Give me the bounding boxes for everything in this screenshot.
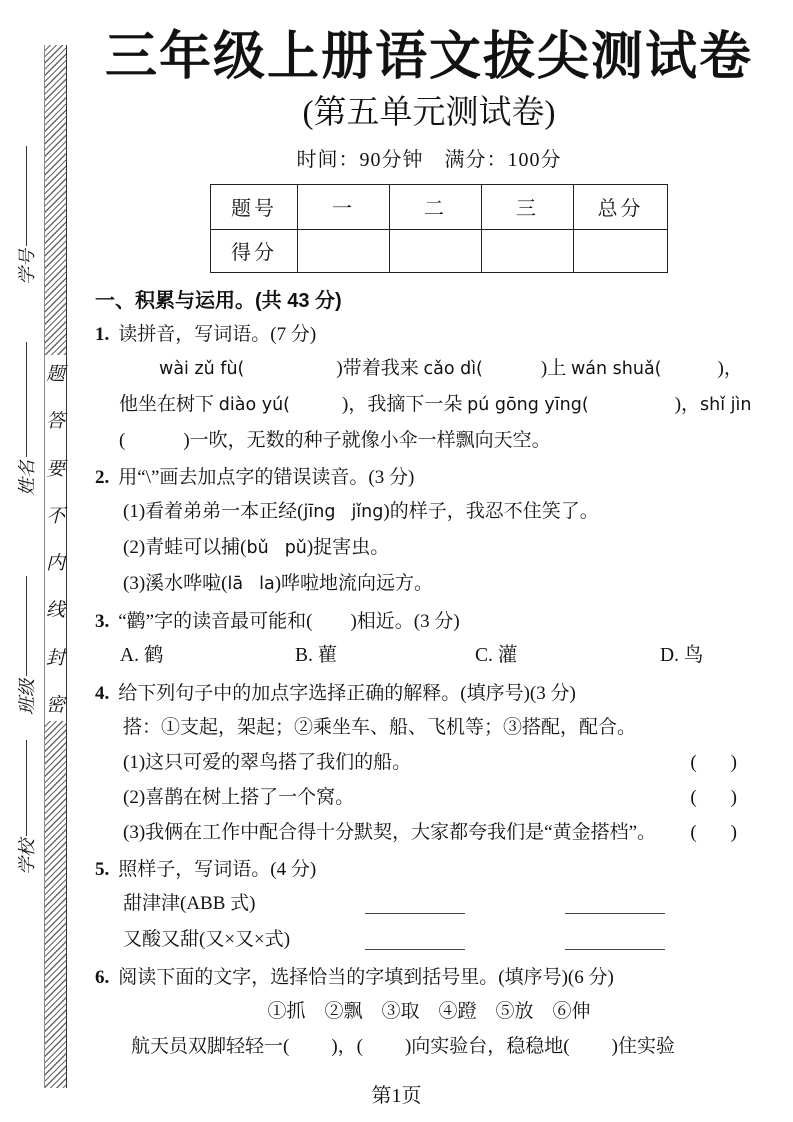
question-number: 5. bbox=[95, 858, 110, 880]
example-word: 又酸又甜(又×又×式) bbox=[123, 928, 291, 950]
score-input-cell[interactable] bbox=[574, 229, 668, 272]
paper-content bbox=[95, 26, 763, 1064]
text-run: ) bbox=[730, 821, 737, 843]
text-run: 搭：①支起，架起；②乘坐车、船、飞机等；③搭配，配合。 bbox=[123, 716, 637, 738]
pinyin-text: pú gōng yīng( bbox=[467, 394, 589, 415]
score-table-header-row bbox=[211, 184, 668, 229]
seal-char: 不 bbox=[45, 505, 65, 527]
class-field bbox=[8, 576, 44, 718]
answer-gap[interactable] bbox=[662, 373, 718, 374]
emphasized-char: 搭 · bbox=[591, 822, 610, 843]
student-name-underline[interactable] bbox=[26, 342, 27, 457]
text-run: )，我摘下一朵 bbox=[342, 393, 468, 415]
score-table bbox=[210, 184, 668, 273]
text-run: ) bbox=[730, 786, 737, 808]
answer-gap[interactable] bbox=[125, 445, 183, 446]
answer-gap[interactable] bbox=[244, 373, 336, 374]
question-number: 6. bbox=[95, 966, 110, 988]
text-run: )相近。(3 分) bbox=[350, 610, 460, 632]
option-b[interactable]: B. 雚 bbox=[295, 644, 338, 666]
text-run: ( bbox=[240, 536, 247, 558]
text-run: (2)喜鹊在树上 bbox=[123, 786, 241, 808]
text-run: )，( bbox=[331, 1035, 363, 1057]
question-5-row-1 bbox=[95, 886, 763, 922]
answer-gap[interactable] bbox=[363, 1051, 405, 1052]
text-run: (1)这只可爱的翠鸟 bbox=[123, 751, 279, 773]
answer-gap[interactable] bbox=[269, 552, 285, 553]
text-run: 档”。 bbox=[609, 821, 657, 843]
school-label: 学校 bbox=[17, 839, 37, 875]
answer-blank[interactable] bbox=[365, 949, 465, 950]
answer-gap[interactable] bbox=[570, 1051, 612, 1052]
answer-blank[interactable] bbox=[565, 913, 665, 914]
class-underline[interactable] bbox=[26, 576, 27, 676]
pinyin-text: la bbox=[259, 573, 275, 594]
question-1-line-1 bbox=[95, 351, 763, 387]
seal-char: 线 bbox=[45, 600, 65, 622]
text-run: ①抓 ②飘 ③取 ④蹬 ⑤放 ⑥伸 bbox=[267, 1000, 591, 1022]
score-input-cell[interactable] bbox=[482, 229, 574, 272]
score-header-cell: 题号 bbox=[211, 184, 298, 229]
answer-gap[interactable] bbox=[243, 588, 259, 589]
time-score-meta: 时间：90分钟 满分：100分 bbox=[296, 148, 562, 171]
text-run: (1)看着弟弟一本正 bbox=[123, 500, 279, 522]
question-5-title bbox=[95, 853, 763, 886]
answer-gap[interactable] bbox=[289, 1051, 331, 1052]
text-run: )哗啦地流向远方。 bbox=[274, 572, 434, 594]
page-title: 三年级上册语文拔尖测试卷 bbox=[104, 28, 753, 86]
text-run: (2)青蛙可以 bbox=[123, 536, 222, 558]
question-text: 阅读下面的文字，选择恰当的字填到括号里。(填序号)(6 分) bbox=[118, 966, 614, 988]
text-run: 他坐在树下 bbox=[119, 393, 219, 415]
question-1-line-3 bbox=[95, 423, 763, 458]
text-run: ( bbox=[690, 821, 697, 843]
student-id-label: 学号 bbox=[17, 249, 37, 285]
text-run: )捉害虫。 bbox=[306, 536, 390, 558]
text-run: ( bbox=[119, 429, 126, 451]
question-number: 3. bbox=[95, 610, 110, 632]
item-text bbox=[123, 815, 656, 850]
text-run: 了一个窝。 bbox=[259, 786, 355, 808]
question-4-item-2 bbox=[95, 780, 763, 815]
pinyin-text: jǐng bbox=[351, 501, 384, 522]
text-run: ( bbox=[297, 500, 304, 522]
pinyin-text: bǔ bbox=[246, 537, 269, 558]
emphasized-char: 啦 · bbox=[202, 573, 221, 594]
pinyin-text: wán shuǎ( bbox=[570, 358, 662, 379]
score-input-cell[interactable] bbox=[390, 229, 482, 272]
score-header-cell: 一 bbox=[298, 184, 390, 229]
student-name-field bbox=[8, 342, 44, 499]
student-name-label: 姓名 bbox=[17, 460, 37, 496]
example-word: 甜津津(ABB 式) bbox=[123, 892, 256, 914]
question-6-word-options bbox=[95, 994, 763, 1029]
item-text bbox=[123, 745, 411, 780]
emphasized-char: 捕 · bbox=[221, 537, 240, 558]
question-text bbox=[118, 611, 459, 632]
seal-line-text bbox=[45, 355, 66, 721]
text-run: )向实验台，稳稳地( bbox=[404, 1035, 570, 1057]
option-a[interactable]: A. 鹤 bbox=[120, 644, 164, 666]
question-text: 用“\”画去加点字的错误读音。(3 分) bbox=[118, 466, 415, 488]
option-d[interactable]: D. 鸟 bbox=[660, 644, 704, 666]
item-text bbox=[123, 780, 354, 815]
question-number: 4. bbox=[95, 682, 110, 704]
seal-line-strip bbox=[44, 45, 67, 1088]
text-run: ( bbox=[690, 786, 697, 808]
seal-char: 题 bbox=[45, 364, 65, 385]
text-run: 航天员双脚轻轻一( bbox=[131, 1035, 290, 1057]
question-3-title bbox=[95, 605, 763, 638]
question-2-item-2 bbox=[95, 530, 763, 566]
text-run: 了我们的船。 bbox=[297, 751, 412, 773]
emphasized-char: 搭 · bbox=[278, 752, 297, 773]
answer-blank[interactable] bbox=[565, 949, 665, 950]
answer-paren[interactable] bbox=[690, 745, 737, 780]
score-input-cell[interactable] bbox=[298, 229, 390, 272]
seal-char: 封 bbox=[45, 647, 65, 669]
question-1-title bbox=[95, 318, 763, 351]
question-6-title bbox=[95, 961, 763, 994]
answer-blank[interactable] bbox=[365, 913, 465, 914]
seal-char: 内 bbox=[45, 553, 65, 575]
text-run: ) bbox=[730, 751, 737, 773]
text-run: )上 bbox=[540, 357, 571, 379]
text-run: )一吹，无数的种子就像小伞一样飘向天空。 bbox=[183, 429, 551, 451]
pinyin-text: pǔ bbox=[284, 537, 307, 558]
section-1-title: 一、积累与运用。(共 43 分) bbox=[95, 289, 342, 312]
class-label: 班级 bbox=[17, 679, 37, 715]
text-run: (3)溪水哗 bbox=[123, 572, 203, 594]
school-underline[interactable] bbox=[26, 740, 27, 836]
score-header-cell: 三 bbox=[482, 184, 574, 229]
pinyin-text: cǎo dì( bbox=[423, 358, 483, 379]
score-row-label: 得分 bbox=[211, 229, 298, 272]
answer-gap[interactable] bbox=[697, 802, 731, 803]
text-run: )， bbox=[717, 357, 743, 379]
pinyin-text: wài zǔ fù( bbox=[159, 358, 245, 379]
emphasized-char: 搭 · bbox=[240, 787, 259, 808]
page-number: 第1页 bbox=[371, 1085, 422, 1107]
paper-subtitle: (第五单元测试卷) bbox=[302, 94, 556, 131]
text-run: (3)我俩在工作中配合得十分默契，大家都夸我们是“黄金 bbox=[123, 821, 591, 843]
seal-char: 要 bbox=[45, 458, 65, 480]
question-1-line-2 bbox=[95, 387, 763, 423]
question-3-options bbox=[95, 638, 763, 674]
answer-gap[interactable] bbox=[483, 373, 541, 374]
text-run: ( bbox=[221, 572, 228, 594]
answer-gap[interactable] bbox=[335, 516, 351, 517]
answer-gap[interactable] bbox=[312, 626, 350, 627]
question-text: 给下列句子中的加点字选择正确的解释。(填序号)(3 分) bbox=[118, 682, 576, 704]
answer-paren[interactable] bbox=[690, 815, 737, 850]
question-text: 读拼音，写词语。(7 分) bbox=[118, 323, 317, 345]
option-c[interactable]: C. 灌 bbox=[475, 644, 518, 666]
pinyin-text: shǐ jìn bbox=[700, 394, 752, 415]
pinyin-text: jīng bbox=[303, 501, 336, 522]
pinyin-text: diào yú( bbox=[218, 394, 291, 415]
question-2-item-1 bbox=[95, 494, 763, 530]
text-run: )， bbox=[674, 393, 701, 415]
question-6-sentence bbox=[95, 1029, 763, 1064]
question-4-definition bbox=[95, 710, 763, 745]
answer-gap[interactable] bbox=[697, 837, 731, 838]
text-run: ( bbox=[690, 751, 697, 773]
score-header-cell: 总分 bbox=[574, 184, 668, 229]
student-id-underline[interactable] bbox=[26, 146, 27, 246]
text-run: )带着我来 bbox=[336, 357, 424, 379]
answer-gap[interactable] bbox=[697, 767, 731, 768]
seal-char: 答 bbox=[45, 411, 65, 433]
emphasized-char: 经 · bbox=[278, 501, 297, 522]
school-field bbox=[8, 740, 44, 878]
hatch-pattern-bottom bbox=[45, 721, 66, 1088]
student-id-field bbox=[8, 146, 44, 288]
pinyin-text: lā bbox=[227, 573, 244, 594]
question-number: 2. bbox=[95, 466, 110, 488]
text-run: “鹳”字的读音最可能和( bbox=[118, 610, 313, 632]
hatch-pattern-top bbox=[45, 45, 66, 355]
question-5-row-2 bbox=[95, 922, 763, 958]
text-run: )住实验 bbox=[611, 1035, 675, 1057]
question-2-item-3 bbox=[95, 566, 763, 602]
seal-char: 密 bbox=[45, 694, 65, 716]
score-header-cell: 二 bbox=[390, 184, 482, 229]
question-text: 照样子，写词语。(4 分) bbox=[118, 858, 317, 880]
score-table-score-row bbox=[211, 229, 668, 272]
question-4-item-3 bbox=[95, 815, 763, 850]
question-number: 1. bbox=[95, 323, 110, 345]
question-4-title bbox=[95, 677, 763, 710]
question-4-item-1 bbox=[95, 745, 763, 780]
text-run: )的样子，我忍不住笑了。 bbox=[383, 500, 599, 522]
question-2-title bbox=[95, 461, 763, 494]
answer-paren[interactable] bbox=[690, 780, 737, 815]
answer-gap[interactable] bbox=[290, 409, 342, 410]
answer-gap[interactable] bbox=[589, 409, 675, 410]
